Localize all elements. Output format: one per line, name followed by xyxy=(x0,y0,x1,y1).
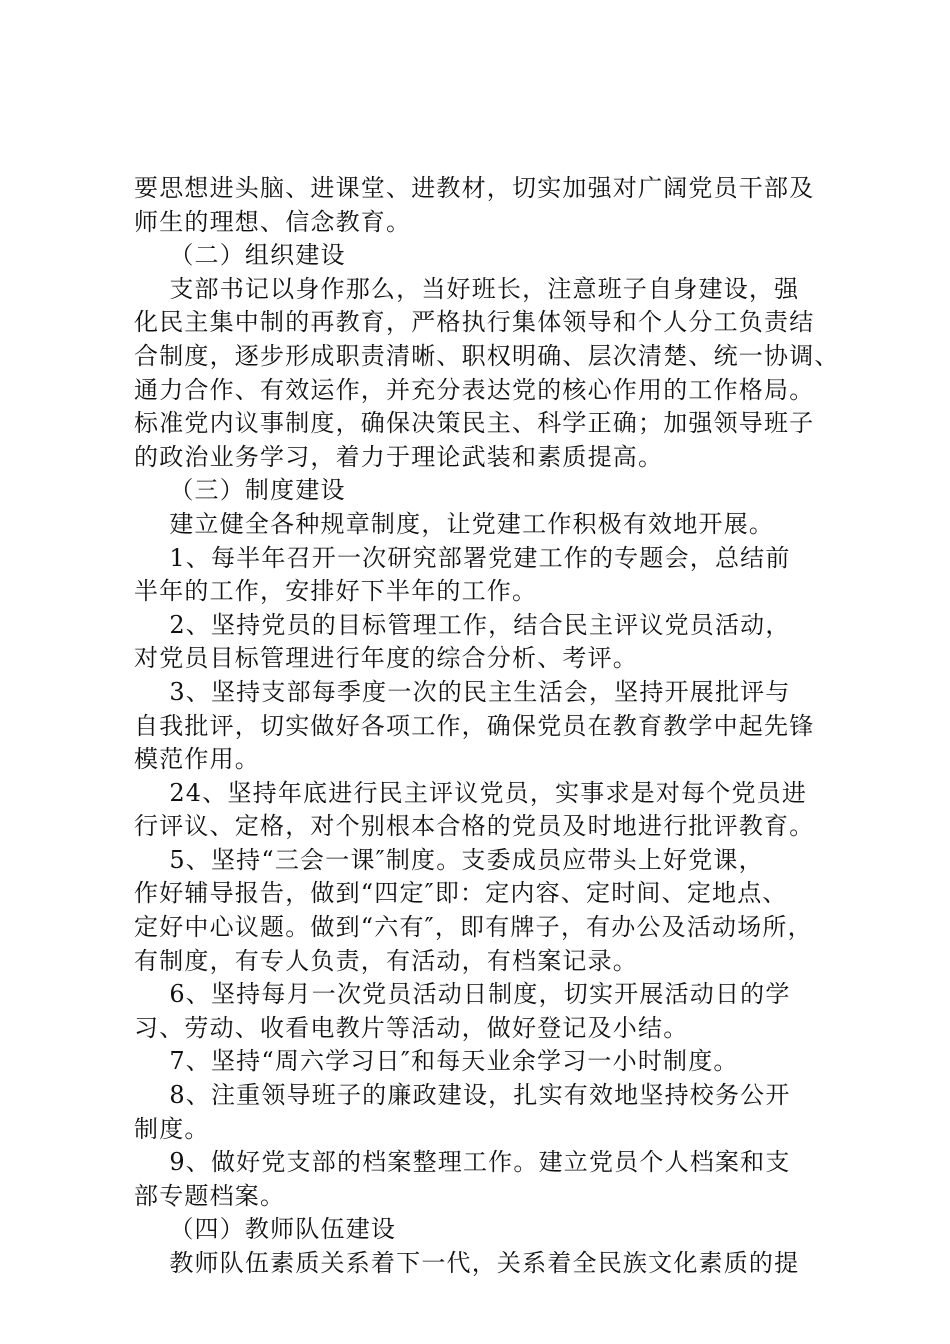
body-line: 制度。 xyxy=(134,1114,210,1143)
list-item-8: 8、注重领导班子的廉政建设，扎实有效地坚持校务公开 xyxy=(134,1081,791,1110)
document-body xyxy=(134,172,854,1281)
body-line: 部专题档案。 xyxy=(134,1181,286,1210)
body-line: 合制度，逐步形成职责清晰、职权明确、层次清楚、统一协调、 xyxy=(134,341,840,370)
body-line: 有制度，有专人负责，有活动，有档案记录。 xyxy=(134,946,638,975)
body-line: 自我批评，切实做好各项工作，确保党员在教育教学中起先锋 xyxy=(134,711,815,740)
list-item-24: 24、坚持年底进行民主评议党员，实事求是对每个党员进 xyxy=(134,778,808,807)
body-line: 支部书记以身作那么，当好班长，注意班子自身建设，强 xyxy=(134,274,800,303)
body-line: 师生的理想、信念教育。 xyxy=(134,207,412,236)
body-line: 行评议、定格，对个别根本合格的党员及时地进行批评教育。 xyxy=(134,812,815,841)
list-item-5: 5、坚持“三会一课″制度。支委成员应带头上好党课， xyxy=(134,845,764,874)
body-line: 标准党内议事制度，确保决策民主、科学正确；加强领导班子 xyxy=(134,409,815,438)
list-item-6: 6、坚持每月一次党员活动日制度，切实开展活动日的学 xyxy=(134,980,791,1009)
body-line: 作好辅导报告，做到“四定″即：定内容、定时间、定地点、 xyxy=(134,879,788,908)
list-item-2: 2、坚持党员的目标管理工作，结合民主评议党员活动， xyxy=(134,610,791,639)
list-item-9: 9、做好党支部的档案整理工作。建立党员个人档案和支 xyxy=(134,1148,791,1177)
list-item-7: 7、坚持“周六学习日″和每天业余学习一小时制度。 xyxy=(134,1047,739,1076)
section-heading-organization: （二）组织建设 xyxy=(134,241,346,270)
body-line: 建立健全各种规章制度，让党建工作积极有效地开展。 xyxy=(134,509,775,538)
section-heading-teachers: （四）教师队伍建设 xyxy=(134,1215,397,1244)
list-item-1: 1、每半年召开一次研究部署党建工作的专题会，总结前 xyxy=(134,543,791,572)
body-line: 对党员目标管理进行年度的综合分析、考评。 xyxy=(134,644,638,673)
body-line: 通力合作、有效运作，并充分表达党的核心作用的工作格局。 xyxy=(134,375,815,404)
section-heading-system: （三）制度建设 xyxy=(134,476,346,505)
body-line: 化民主集中制的再教育，严格执行集体领导和个人分工负责结 xyxy=(134,308,815,337)
body-line: 教师队伍素质关系着下一代，关系着全民族文化素质的提 xyxy=(134,1249,800,1277)
body-line: 习、劳动、收看电教片等活动，做好登记及小结。 xyxy=(134,1013,689,1042)
body-line: 定好中心议题。做到“六有″，即有牌子，有办公及活动场所， xyxy=(134,913,813,942)
body-line: 半年的工作，安排好下半年的工作。 xyxy=(134,577,538,606)
body-line: 要思想进头脑、进课堂、进教材，切实加强对广阔党员干部及 xyxy=(134,174,815,202)
body-line: 模范作用。 xyxy=(134,745,260,774)
list-item-3: 3、坚持支部每季度一次的民主生活会，坚持开展批评与 xyxy=(134,677,791,706)
body-line: 的政治业务学习，着力于理论武装和素质提高。 xyxy=(134,442,664,471)
